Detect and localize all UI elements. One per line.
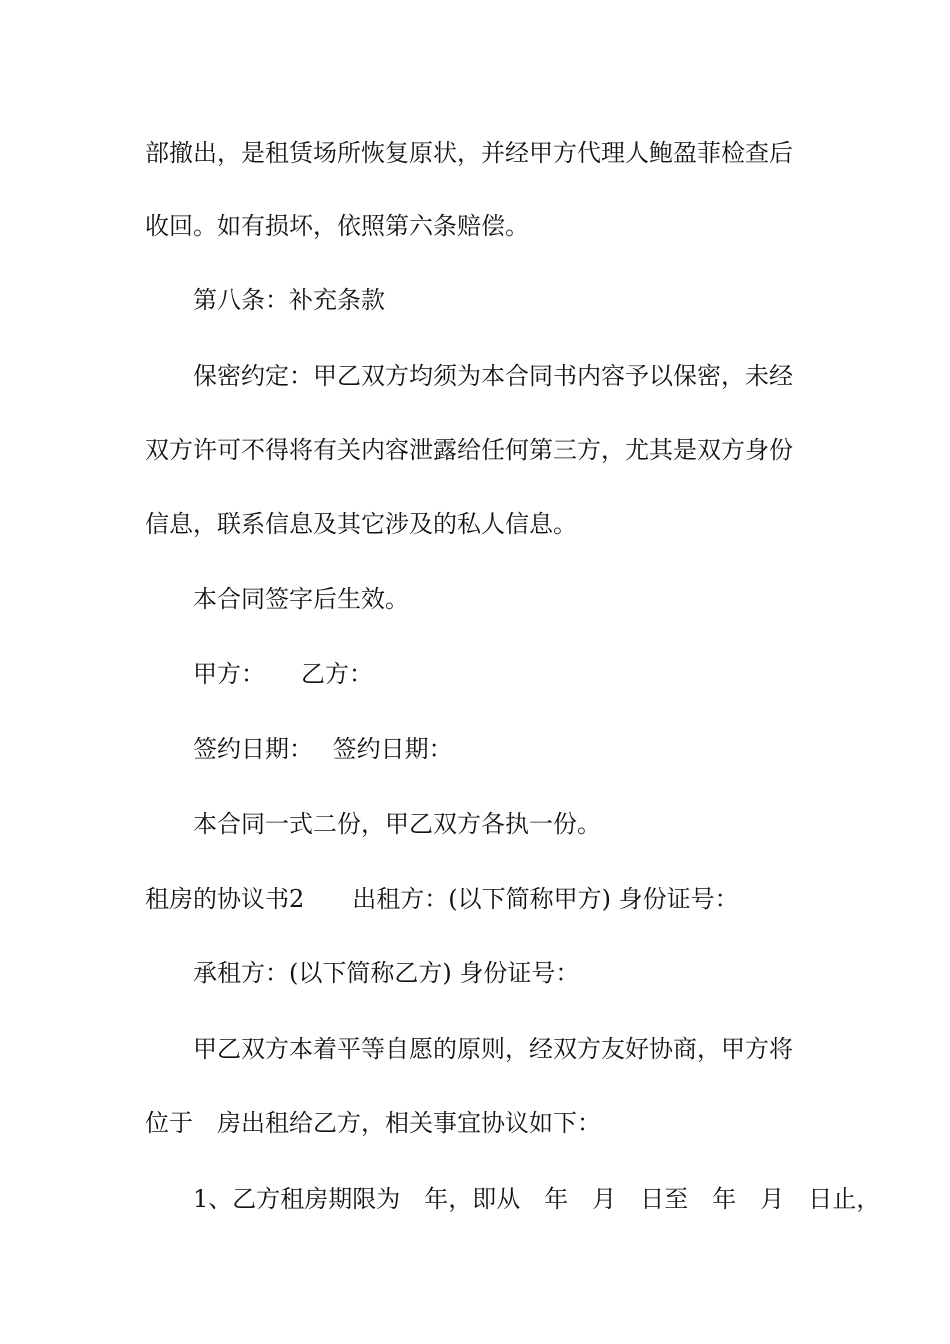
paragraph-line: 双方许可不得将有关内容泄露给任何第三方，尤其是双方身份 bbox=[145, 436, 793, 464]
paragraph-line: 收回。如有损坏，依照第六条赔偿。 bbox=[145, 212, 529, 240]
paragraph-line: 本合同签字后生效。 bbox=[193, 585, 409, 613]
paragraph-line: 保密约定：甲乙双方均须为本合同书内容予以保密，未经 bbox=[193, 362, 793, 390]
signature-date-line: 签约日期： 签约日期： bbox=[193, 735, 453, 763]
paragraph-line: 部撤出，是租赁场所恢复原状，并经甲方代理人鲍盈菲检查后 bbox=[145, 139, 793, 167]
section-heading: 第八条：补充条款 bbox=[193, 286, 385, 314]
clause-line: 1、乙方租房期限为 年，即从 年 月 日至 年 月 日止， bbox=[193, 1185, 881, 1213]
paragraph-line: 信息，联系信息及其它涉及的私人信息。 bbox=[145, 510, 577, 538]
paragraph-line: 本合同一式二份，甲乙双方各执一份。 bbox=[193, 810, 601, 838]
paragraph-line: 甲乙双方本着平等自愿的原则，经双方友好协商，甲方将 bbox=[193, 1035, 793, 1063]
paragraph-line: 位于 房出租给乙方，相关事宜协议如下： bbox=[145, 1109, 601, 1137]
agreement-title-line: 租房的协议书2 出租方：(以下简称甲方) 身份证号： bbox=[145, 885, 739, 913]
paragraph-line: 承租方：(以下简称乙方) 身份证号： bbox=[193, 959, 580, 987]
signature-parties-line: 甲方： 乙方： bbox=[193, 660, 373, 688]
